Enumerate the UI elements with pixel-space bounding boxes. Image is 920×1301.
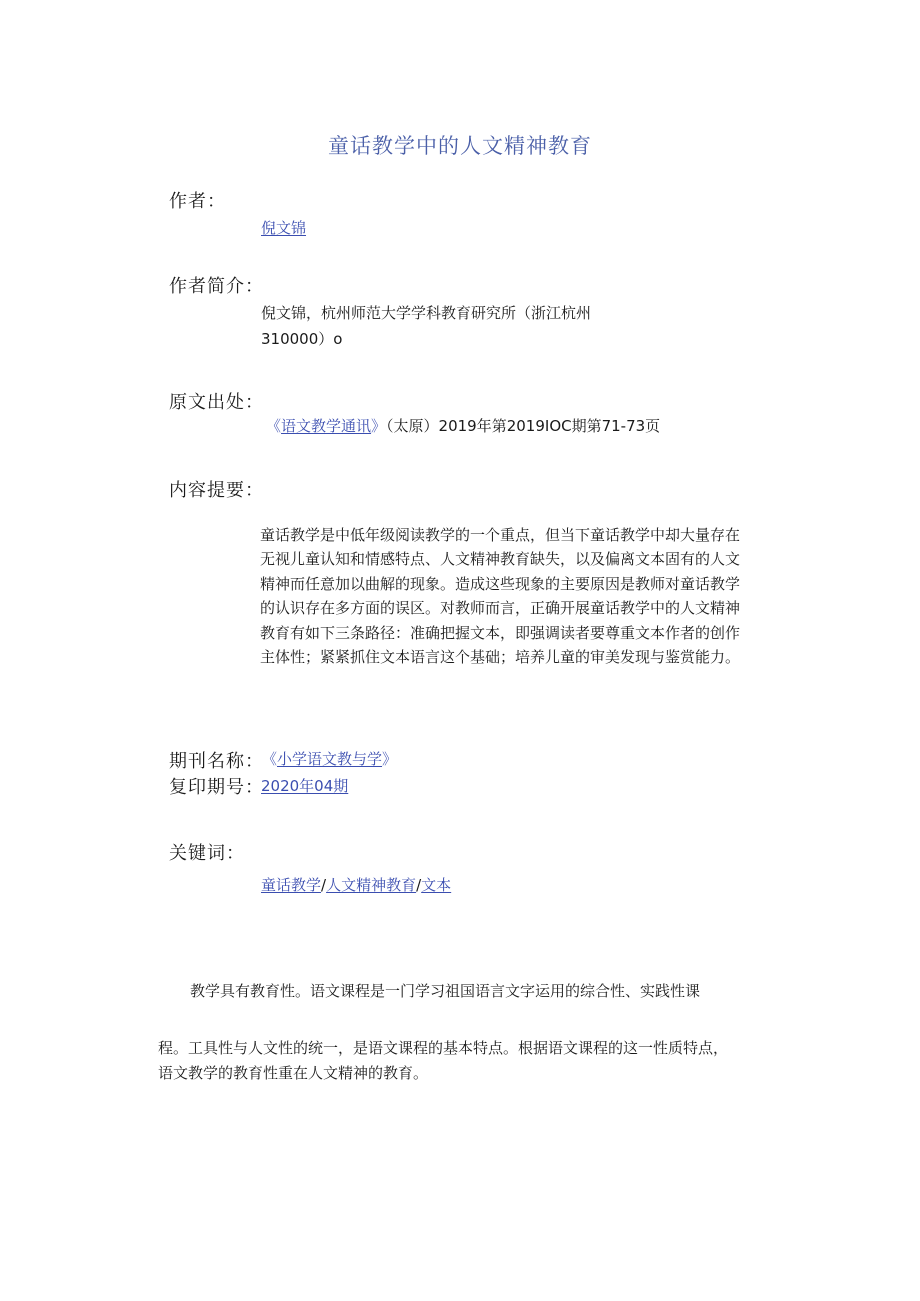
source-journal-link[interactable]: 语文教学通讯 (281, 417, 372, 435)
source-details: （太原）2019年第2019IOC期第71-73页 (386, 417, 661, 435)
close-bracket: 》 (371, 417, 387, 435)
abstract-line: 童话教学是中低年级阅读教学的一个重点，但当下童话教学中却大量存在 (260, 526, 741, 544)
journal-name-link[interactable]: 小学语文教与学 (277, 750, 383, 768)
source-value (266, 415, 660, 436)
abstract-line: 无视儿童认知和情感特点、人文精神教育缺失，以及偏离文本固有的人文 (260, 550, 741, 569)
open-bracket: 《 (262, 750, 278, 768)
abstract-line: 主体性；紧紧抓住文本语言这个基础；培养儿童的审美发现与鉴赏能力。 (260, 648, 741, 667)
body-paragraph-line-3: 语文教学的教育性重在人文精神的教育。 (158, 1064, 429, 1082)
abstract-line: 教育有如下三条路径：准确把握文本，即强调读者要尊重文本作者的创作 (260, 623, 741, 642)
abstract-line: 精神而任意加以曲解的现象。造成这些现象的主要原因是教师对童话教学 (260, 574, 741, 593)
abstract-line: 的认识存在多方面的误区。对教师而言，正确开展童话教学中的人文精神 (260, 599, 741, 618)
journal-name-value (262, 748, 397, 769)
close-bracket: 》 (382, 750, 398, 768)
keywords-list (261, 874, 451, 895)
author-label: 作者： (169, 191, 226, 212)
keyword-link[interactable]: 文本 (421, 876, 452, 894)
author-bio-line-1: 倪文锦，杭州师范大学学科教育研究所（浙江杭州 (261, 304, 592, 322)
body-paragraph-line-2: 程。工具性与人文性的统一，是语文课程的基本特点。根据语文课程的这一性质特点， (158, 1039, 729, 1057)
author-bio-line-2: 310000）o (261, 330, 343, 348)
keyword-separator: / (321, 876, 327, 894)
journal-name-label: 期刊名称： (169, 751, 264, 772)
keyword-link[interactable]: 人文精神教育 (326, 876, 417, 894)
open-bracket: 《 (266, 417, 282, 435)
abstract-text (260, 523, 765, 669)
abstract-label: 内容提要： (169, 480, 264, 501)
source-label: 原文出处： (169, 392, 264, 413)
page-title: 童话教学中的人文精神教育 (328, 134, 592, 158)
author-bio-label: 作者简介： (169, 276, 264, 297)
keyword-link[interactable]: 童话教学 (261, 876, 322, 894)
keywords-label: 关键词： (169, 843, 245, 864)
reprint-issue-label: 复印期号： (169, 777, 264, 798)
author-name[interactable]: 倪文锦 (261, 219, 307, 237)
reprint-issue-link[interactable]: 2020年04期 (261, 777, 349, 795)
body-paragraph-line-1: 教学具有教育性。语文课程是一门学习祖国语言文字运用的综合性、实践性课 (190, 982, 701, 1000)
author-name-link[interactable] (261, 217, 306, 238)
reprint-issue-value (261, 775, 348, 796)
keyword-separator: / (416, 876, 422, 894)
